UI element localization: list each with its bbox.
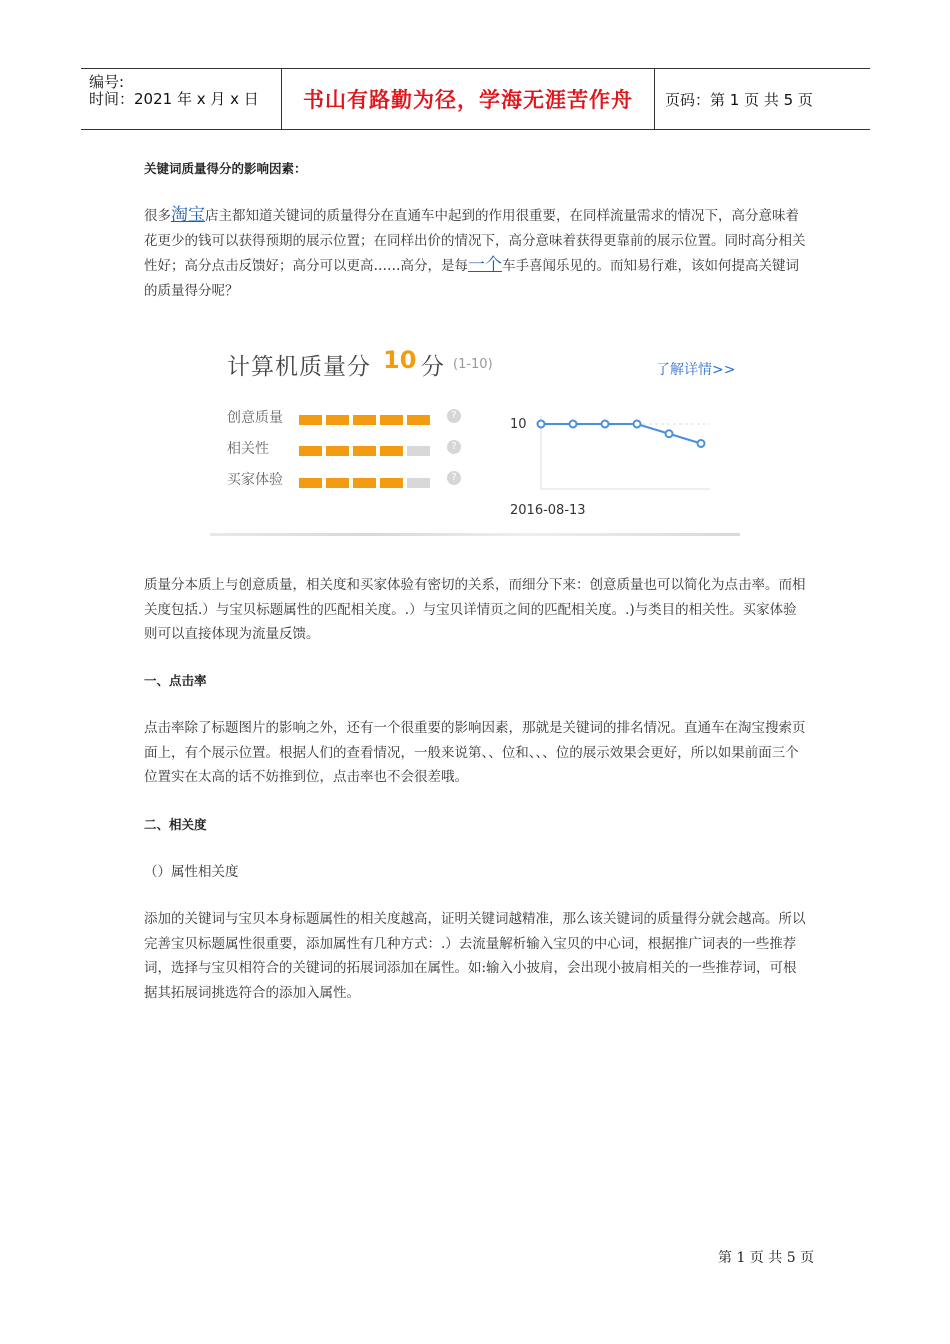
metric-segment bbox=[407, 478, 430, 488]
metric-segment bbox=[299, 415, 322, 425]
quality-score-panel bbox=[210, 336, 740, 536]
header-center-cell bbox=[282, 69, 655, 129]
metric-segment bbox=[326, 415, 349, 425]
metric-segment bbox=[380, 478, 403, 488]
page-footer: 第 1 页 共 5 页 bbox=[718, 1250, 815, 1266]
metric-segment bbox=[299, 478, 322, 488]
paragraph-ctr: 点击率除了标题图片的影响之外，还有一个很重要的影响因素，那就是关键词的排名情况。直通车在淘宝搜索页面上，有个展示位置。根据人们的查看情况，一般来说第、、位和、、、位的展示效果会更好，所以如果前面三个位置实在太高的话不妨推到位，点击率也不会很差哦。 bbox=[144, 720, 806, 785]
y-tick-label: 10 bbox=[510, 417, 527, 432]
number-label: 编号: bbox=[89, 73, 125, 91]
intro-paragraph bbox=[144, 203, 810, 303]
metric-segment bbox=[299, 446, 322, 456]
document-header bbox=[81, 68, 870, 130]
metric-label-creative: 创意质量 bbox=[227, 410, 283, 426]
metric-bar-relevance bbox=[299, 446, 430, 456]
metric-bar-experience bbox=[299, 478, 430, 488]
metric-segment bbox=[380, 415, 403, 425]
section-heading-relevance: 二、相关度 bbox=[144, 817, 207, 832]
motto: 书山有路勤为径，学海无涯苦作舟 bbox=[303, 88, 633, 112]
metric-segment bbox=[407, 415, 430, 425]
metric-segment bbox=[326, 478, 349, 488]
learn-more-link[interactable]: 了解详情>> bbox=[656, 362, 736, 378]
help-icon[interactable]: ? bbox=[447, 409, 461, 423]
data-point bbox=[602, 421, 609, 428]
paragraph-attribute-relevance: 添加的关键词与宝贝本身标题属性的相关度越高，证明关键词越精准，那么该关键词的质量得分就会越高。所以完善宝贝标题属性很重要，添加属性有几种方式：.）去流量解析输入宝贝的中心词，根据推广词表的一些推荐词，选择与宝贝相符合的关键词的拓展词添加在属性。如:输入小披肩，会出现小披肩相关的一些推荐词，可根据其拓展词挑选符合的添加入属性。 bbox=[144, 911, 806, 1001]
metric-segment bbox=[353, 446, 376, 456]
metric-bar-creative bbox=[299, 415, 430, 425]
data-point bbox=[634, 421, 641, 428]
metric-segment bbox=[326, 446, 349, 456]
header-right-cell bbox=[655, 69, 870, 129]
page-info: 页码：第 1 页 共 5 页 bbox=[665, 90, 813, 109]
series-line bbox=[541, 424, 701, 444]
paragraph-quality-relation: 质量分本质上与创意质量，相关度和买家体验有密切的关系，而细分下来：创意质量也可以简化为点击率。而相关度包括.）与宝贝标题属性的匹配相关度。.）与宝贝详情页之间的匹配相关度。.)与类目的相关性。买家体验则可以直接体现为流量反馈。 bbox=[144, 577, 806, 642]
text-run: 店主都知道关键词的质量得分在直通车中起到的作用很重要，在同样流量需求的情况下，高分意味着花更少的钱可以获得预期的展示位置；在同样出价的情况下，高分意味着获得更靠前的展示位置。同时高分相关性好；高分点击反馈好；高分可以更高……高分，是每 bbox=[144, 208, 806, 274]
data-point bbox=[570, 421, 577, 428]
panel-bottom-border bbox=[210, 533, 740, 536]
x-tick-label: 2016-08-13 bbox=[510, 503, 586, 518]
section-heading-ctr: 一、点击率 bbox=[144, 673, 207, 688]
date-label: 时间：2021 年 x 月 x 日 bbox=[89, 90, 259, 108]
series-group bbox=[538, 421, 711, 448]
yige-link[interactable]: 一个 bbox=[468, 255, 502, 275]
trend-line-chart bbox=[500, 406, 720, 521]
metric-segment bbox=[380, 446, 403, 456]
data-point bbox=[538, 421, 545, 428]
taobao-link[interactable]: 淘宝 bbox=[171, 205, 205, 225]
metric-segment bbox=[353, 478, 376, 488]
subheading-attribute-relevance: （）属性相关度 bbox=[144, 864, 239, 880]
metric-label-relevance: 相关性 bbox=[227, 441, 269, 457]
panel-score-unit: 分 bbox=[421, 354, 444, 380]
data-point bbox=[698, 440, 705, 447]
text-run: 很多 bbox=[144, 208, 171, 224]
metric-segment bbox=[353, 415, 376, 425]
help-icon[interactable]: ? bbox=[447, 440, 461, 454]
article-heading: 关键词质量得分的影响因素： bbox=[144, 161, 307, 176]
panel-title: 计算机质量分 bbox=[227, 354, 371, 380]
text-run: 车手喜闻乐见的。而知易行难，该如何提高关键词的质量得分呢？ bbox=[144, 258, 799, 299]
metric-label-experience: 买家体验 bbox=[227, 472, 283, 488]
header-left-cell bbox=[81, 69, 282, 129]
panel-score-range: (1-10) bbox=[453, 357, 493, 372]
panel-score: 10 bbox=[383, 346, 417, 374]
metric-segment bbox=[407, 446, 430, 456]
help-icon[interactable]: ? bbox=[447, 471, 461, 485]
data-point bbox=[666, 430, 673, 437]
